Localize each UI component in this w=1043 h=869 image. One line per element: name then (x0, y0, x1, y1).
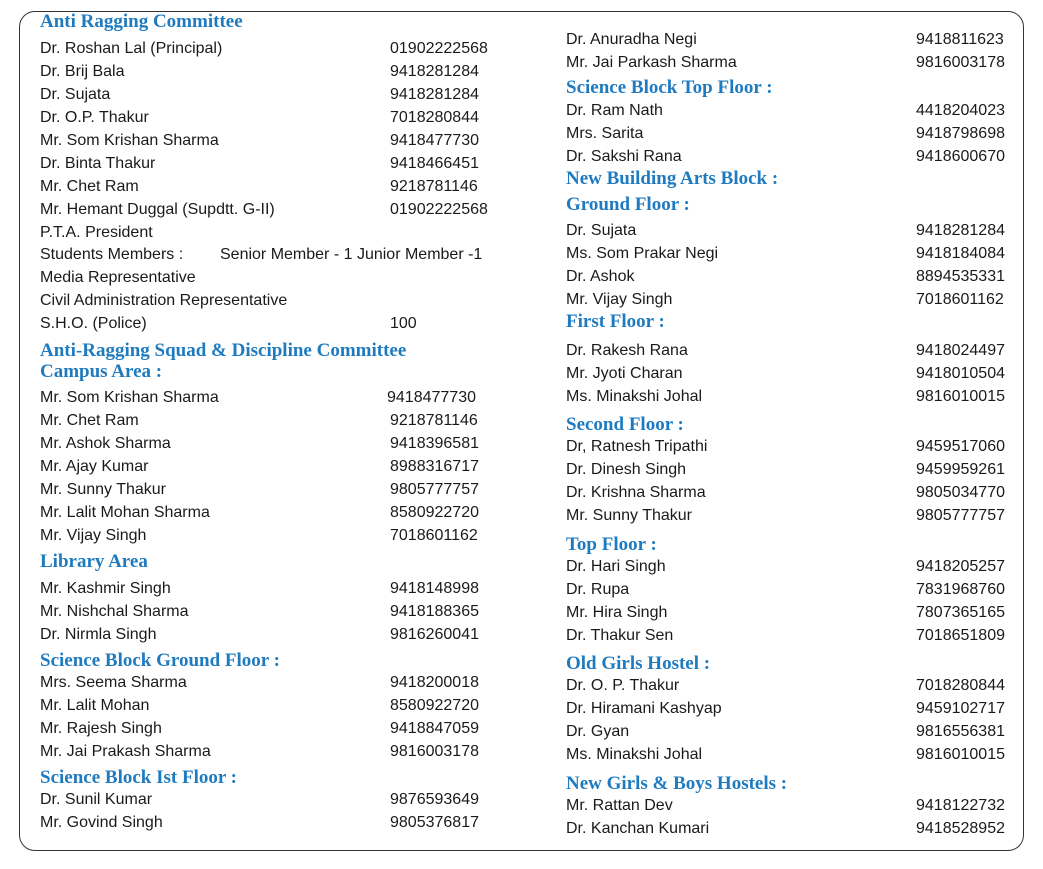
list-item: Dr. Sujata 9418281284 (566, 222, 1005, 239)
list-item: Dr. Anuradha Negi 9418811623 (566, 31, 1004, 48)
section-title-second-floor: Second Floor : (566, 414, 684, 435)
list-item: Dr. O.P. Thakur 7018280844 (40, 109, 479, 126)
list-item: Ms. Minakshi Johal 9816010015 (566, 746, 1005, 763)
list-item: Mrs. Sarita 9418798698 (566, 125, 1005, 142)
list-item: Dr. Rupa 7831968760 (566, 581, 1005, 598)
list-item: Dr. Sakshi Rana 9418600670 (566, 148, 1005, 165)
section-title-library-area: Library Area (40, 551, 148, 572)
list-item: Dr. Sunil Kumar 9876593649 (40, 791, 479, 808)
section-title-old-girls-hostel: Old Girls Hostel : (566, 653, 711, 674)
list-item: Mr. Chet Ram 9218781146 (40, 178, 478, 195)
list-item: Dr. Nirmla Singh 9816260041 (40, 626, 479, 643)
list-item: Mr. Jyoti Charan 9418010504 (566, 365, 1005, 382)
list-item: Dr. O. P. Thakur 7018280844 (566, 677, 1005, 694)
list-item: Media Representative (40, 269, 196, 286)
list-item: Dr. Hiramani Kashyap 9459102717 (566, 700, 1005, 717)
students-members-row: Students Members : Senior Member - 1 Junior Member -1 (40, 246, 483, 263)
list-item: S.H.O. (Police) 100 (40, 315, 417, 332)
list-item: Dr. Rakesh Rana 9418024497 (566, 342, 1005, 359)
section-title-campus-area: Campus Area : (40, 361, 163, 382)
list-item: Dr. Roshan Lal (Principal) 01902222568 (40, 40, 488, 57)
section-title-science-ground: Science Block Ground Floor : (40, 650, 280, 671)
list-item: Mr. Sunny Thakur 9805777757 (40, 481, 479, 498)
list-item: Mr. Lalit Mohan Sharma 8580922720 (40, 504, 479, 521)
list-item: Mr. Jai Parkash Sharma 9816003178 (566, 54, 1005, 71)
section-title-anti-ragging-squad: Anti-Ragging Squad & Discipline Committee (40, 340, 407, 361)
list-item: Dr. Gyan 9816556381 (566, 723, 1005, 740)
list-item: Dr. Sujata 9418281284 (40, 86, 479, 103)
list-item: Dr. Krishna Sharma 9805034770 (566, 484, 1005, 501)
list-item: Mr. Rajesh Singh 9418847059 (40, 720, 479, 737)
list-item: Dr. Binta Thakur 9418466451 (40, 155, 479, 172)
list-item: Mr. Rattan Dev 9418122732 (566, 797, 1005, 814)
list-item: P.T.A. President (40, 224, 153, 241)
list-item: Mr. Som Krishan Sharma 9418477730 (40, 132, 479, 149)
list-item: Dr. Ram Nath 4418204023 (566, 102, 1005, 119)
list-item: Dr, Ratnesh Tripathi 9459517060 (566, 438, 1005, 455)
list-item: Dr. Dinesh Singh 9459959261 (566, 461, 1005, 478)
section-title-arts-block: New Building Arts Block : (566, 168, 779, 189)
list-item: Mr. Ashok Sharma 9418396581 (40, 435, 479, 452)
list-item: Dr. Kanchan Kumari 9418528952 (566, 820, 1005, 837)
list-item: Mr. Vijay Singh 7018601162 (40, 527, 478, 544)
list-item: Mr. Govind Singh 9805376817 (40, 814, 479, 831)
list-item: Mr. Hemant Duggal (Supdtt. G-II) 01902222568 (40, 201, 488, 218)
list-item: Dr. Ashok 8894535331 (566, 268, 1005, 285)
list-item: Mr. Lalit Mohan 8580922720 (40, 697, 479, 714)
list-item: Ms. Som Prakar Negi 9418184084 (566, 245, 1005, 262)
list-item: Civil Administration Representative (40, 292, 288, 309)
section-title-science-first: Science Block Ist Floor : (40, 767, 238, 788)
list-item: Mr. Kashmir Singh 9418148998 (40, 580, 479, 597)
list-item: Dr. Brij Bala 9418281284 (40, 63, 479, 80)
list-item: Mr. Sunny Thakur 9805777757 (566, 507, 1005, 524)
section-title-anti-ragging-committee: Anti Ragging Committee (40, 11, 243, 32)
list-item: Dr. Hari Singh 9418205257 (566, 558, 1005, 575)
list-item: Mr. Nishchal Sharma 9418188365 (40, 603, 479, 620)
list-item: Dr. Thakur Sen 7018651809 (566, 627, 1005, 644)
section-title-science-top: Science Block Top Floor : (566, 77, 773, 98)
list-item: Mr. Som Krishan Sharma 9418477730 (40, 389, 476, 406)
section-title-ground-floor: Ground Floor : (566, 194, 690, 215)
section-title-new-hostels: New Girls & Boys Hostels : (566, 773, 788, 794)
section-title-first-floor: First Floor : (566, 311, 665, 332)
list-item: Mr. Chet Ram 9218781146 (40, 412, 478, 429)
list-item: Ms. Minakshi Johal 9816010015 (566, 388, 1005, 405)
list-item: Mr. Ajay Kumar 8988316717 (40, 458, 479, 475)
list-item: Mr. Hira Singh 7807365165 (566, 604, 1005, 621)
list-item: Mrs. Seema Sharma 9418200018 (40, 674, 479, 691)
list-item: Mr. Vijay Singh 7018601162 (566, 291, 1004, 308)
list-item: Mr. Jai Prakash Sharma 9816003178 (40, 743, 479, 760)
section-title-top-floor: Top Floor : (566, 534, 657, 555)
